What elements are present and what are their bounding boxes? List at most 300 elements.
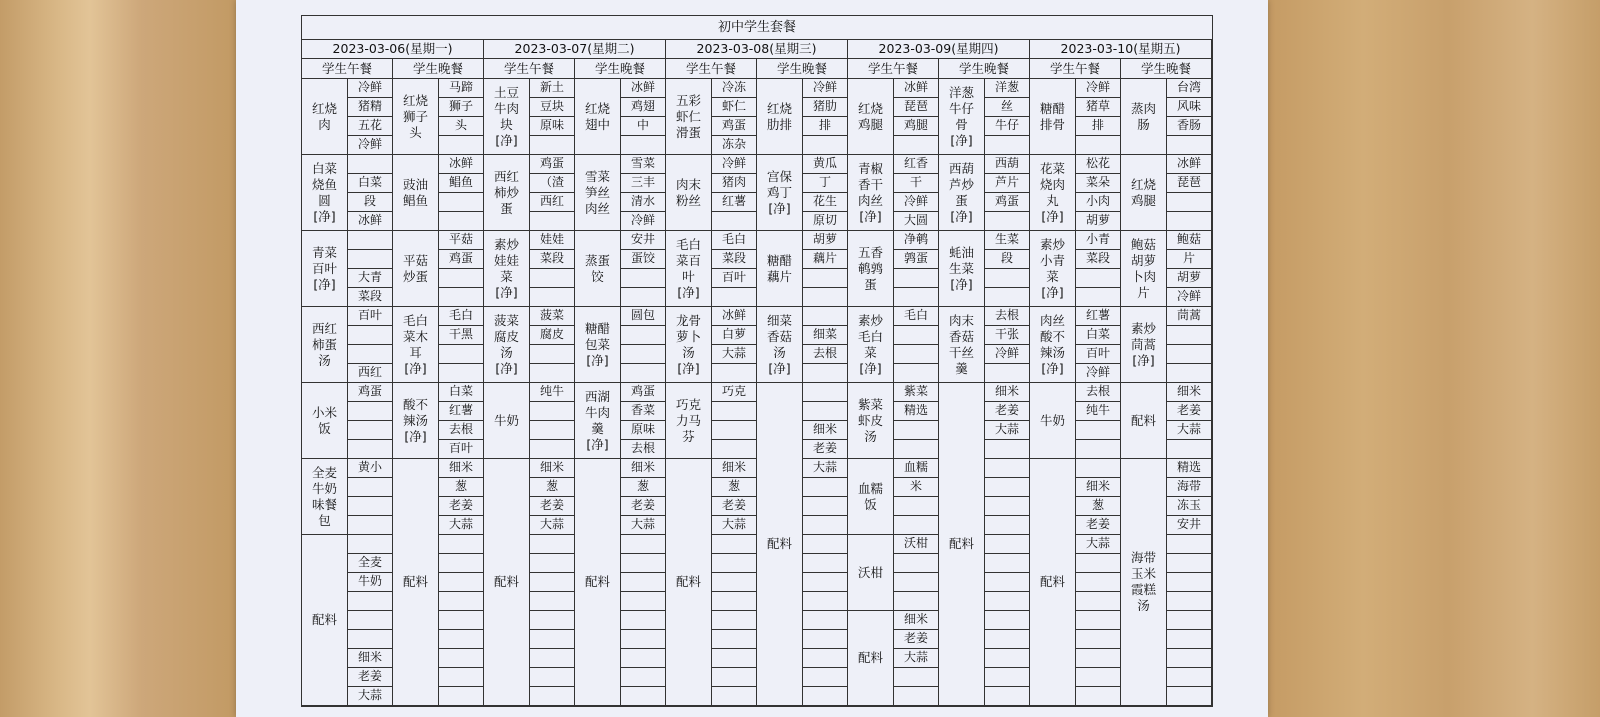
ingredient-cell [621,288,666,307]
ingredient-cell: 细米 [1167,383,1212,402]
ingredient-cell [985,516,1030,535]
dish-name: 青椒香干肉丝[净] [848,155,894,231]
dish-name: 配料 [666,459,712,706]
dish-name: 西湖牛肉羹[净] [575,383,621,459]
ingredient-cell: 大蒜 [348,687,393,706]
ingredient-cell [1076,554,1121,573]
dinner-header: 学生晚餐 [1121,59,1212,79]
ingredient-cell: 马蹄 [439,79,484,98]
ingredient-cell: 白菜 [1076,326,1121,345]
ingredient-cell: 冰鲜 [439,155,484,174]
ingredient-cell [1076,573,1121,592]
ingredient-cell [348,440,393,459]
ingredient-cell [1167,535,1212,554]
dish-name: 红烧肉 [302,79,348,155]
ingredient-cell: 大蒜 [894,649,939,668]
ingredient-cell: 蛋饺 [621,250,666,269]
ingredient-cell [621,136,666,155]
dinner-header: 学生晚餐 [939,59,1030,79]
ingredient-cell [894,516,939,535]
ingredient-cell [621,269,666,288]
ingredient-cell [439,554,484,573]
ingredient-cell [621,573,666,592]
dish-name: 糖醋藕片 [757,231,803,307]
ingredient-cell: 菠菜 [530,307,575,326]
ingredient-cell: 新土 [530,79,575,98]
ingredient-cell [1076,592,1121,611]
ingredient-cell [439,630,484,649]
dish-name: 配料 [393,459,439,706]
ingredient-cell [894,326,939,345]
ingredient-cell: 冷鲜 [348,136,393,155]
ingredient-cell: 细米 [439,459,484,478]
ingredient-cell [439,611,484,630]
ingredient-cell: 香肠 [1167,117,1212,136]
ingredient-cell: 菜段 [348,288,393,307]
ingredient-cell [712,630,757,649]
ingredient-cell: 细菜 [803,326,848,345]
ingredient-cell [803,668,848,687]
ingredient-cell: 茼蒿 [1167,307,1212,326]
dish-name: 配料 [484,459,530,706]
ingredient-cell [894,440,939,459]
ingredient-cell: 大蒜 [803,459,848,478]
ingredient-cell [1167,136,1212,155]
dish-name: 毛白菜木耳[净] [393,307,439,383]
ingredient-cell: 胡萝 [1167,269,1212,288]
dish-name: 配料 [575,459,621,706]
ingredient-cell: 净鹌 [894,231,939,250]
dish-name: 蒸肉肠 [1121,79,1167,155]
ingredient-cell: 葱 [439,478,484,497]
ingredient-cell [712,592,757,611]
ingredient-cell: 豆块 [530,98,575,117]
ingredient-cell: 安井 [1167,516,1212,535]
ingredient-cell [439,345,484,364]
ingredient-cell: 细米 [894,611,939,630]
ingredient-cell [985,649,1030,668]
dish-name: 蒸蛋饺 [575,231,621,307]
ingredient-cell: 胡萝 [1076,212,1121,231]
ingredient-cell [985,269,1030,288]
ingredient-cell [348,592,393,611]
ingredient-cell [621,345,666,364]
ingredient-cell [803,611,848,630]
ingredient-cell [621,687,666,706]
ingredient-cell: 鸡腿 [894,117,939,136]
ingredient-cell [439,592,484,611]
ingredient-cell [439,649,484,668]
dish-name: 五香鹌鹑蛋 [848,231,894,307]
ingredient-cell [439,687,484,706]
ingredient-cell [803,288,848,307]
dish-name: 蚝油生菜[净] [939,231,985,307]
ingredient-cell: 鸡蛋 [348,383,393,402]
dish-name: 土豆牛肉块[净] [484,79,530,155]
ingredient-cell [530,554,575,573]
ingredient-cell [1167,364,1212,383]
dish-name: 红烧肋排 [757,79,803,155]
ingredient-cell [348,478,393,497]
dish-name: 鲍菇胡萝卜肉片 [1121,231,1167,307]
dish-name: 血糯饭 [848,459,894,535]
ingredient-cell [712,687,757,706]
ingredient-cell [985,668,1030,687]
ingredient-cell [985,687,1030,706]
ingredient-cell: 葱 [712,478,757,497]
ingredient-cell [1167,440,1212,459]
ingredient-cell: 百叶 [1076,345,1121,364]
ingredient-cell: 大蒜 [439,516,484,535]
ingredient-cell [712,440,757,459]
ingredient-cell [348,611,393,630]
dish-name: 巧克力马芬 [666,383,712,459]
ingredient-cell [348,630,393,649]
ingredient-cell: 芦片 [985,174,1030,193]
ingredient-cell [712,288,757,307]
dish-name: 雪菜笋丝肉丝 [575,155,621,231]
day-header: 2023-03-06(星期一) [302,39,484,59]
dish-name: 素炒小青菜[净] [1030,231,1076,307]
ingredient-cell [1167,193,1212,212]
ingredient-cell: 片 [1167,250,1212,269]
ingredient-cell [439,535,484,554]
ingredient-cell [348,250,393,269]
ingredient-cell [530,364,575,383]
ingredient-cell: 风味 [1167,98,1212,117]
ingredient-cell: 细米 [985,383,1030,402]
ingredient-cell [621,326,666,345]
dish-name: 沃柑 [848,535,894,611]
ingredient-cell: 生菜 [985,231,1030,250]
ingredient-cell [894,364,939,383]
ingredient-cell: 中 [621,117,666,136]
ingredient-cell: 细米 [621,459,666,478]
ingredient-cell [348,516,393,535]
ingredient-cell [439,212,484,231]
ingredient-cell: 原味 [621,421,666,440]
ingredient-cell: 血糯 [894,459,939,478]
dish-name: 全麦牛奶味餐包 [302,459,348,535]
ingredient-cell [1167,592,1212,611]
lunch-header: 学生午餐 [666,59,757,79]
ingredient-cell: 去根 [803,345,848,364]
ingredient-cell: 冰鲜 [621,79,666,98]
ingredient-cell: 毛白 [894,307,939,326]
ingredient-cell: 虾仁 [712,98,757,117]
ingredient-cell: 红薯 [1076,307,1121,326]
ingredient-cell [1076,687,1121,706]
ingredient-cell [1076,269,1121,288]
ingredient-cell [985,478,1030,497]
ingredient-cell: 原切 [803,212,848,231]
ingredient-cell [1076,421,1121,440]
ingredient-cell: 大蒜 [712,516,757,535]
ingredient-cell: 丝 [985,98,1030,117]
ingredient-cell: 大蒜 [530,516,575,535]
dish-name: 红烧鸡腿 [848,79,894,155]
ingredient-cell: 清水 [621,193,666,212]
ingredient-cell: 全麦 [348,554,393,573]
ingredient-cell [621,364,666,383]
ingredient-cell: 香菜 [621,402,666,421]
ingredient-cell: 台湾 [1167,79,1212,98]
day-header: 2023-03-08(星期三) [666,39,848,59]
ingredient-cell [1167,212,1212,231]
dish-name: 平菇炒蛋 [393,231,439,307]
ingredient-cell [621,649,666,668]
dish-name: 洋葱牛仔骨[净] [939,79,985,155]
ingredient-cell [803,592,848,611]
ingredient-cell [712,573,757,592]
ingredient-cell: 大蒜 [985,421,1030,440]
dish-name: 牛奶 [1030,383,1076,459]
ingredient-cell: 猪肋 [803,98,848,117]
ingredient-cell: 去根 [1076,383,1121,402]
ingredient-cell: 老姜 [621,497,666,516]
ingredient-cell: 西葫 [985,155,1030,174]
ingredient-cell: （渣 [530,174,575,193]
ingredient-cell [621,592,666,611]
ingredient-cell [621,630,666,649]
ingredient-cell [1167,630,1212,649]
ingredient-cell [803,687,848,706]
ingredient-cell: 五花 [348,117,393,136]
ingredient-cell: 琵琶 [1167,174,1212,193]
ingredient-cell [1076,440,1121,459]
ingredient-cell [894,269,939,288]
ingredient-cell: 段 [985,250,1030,269]
ingredient-cell: 大青 [348,269,393,288]
ingredient-cell [894,573,939,592]
ingredient-cell [530,288,575,307]
dish-name: 素炒茼蒿[净] [1121,307,1167,383]
ingredient-cell: 平菇 [439,231,484,250]
ingredient-cell: 西红 [530,193,575,212]
ingredient-cell [439,136,484,155]
ingredient-cell: 细米 [712,459,757,478]
ingredient-cell: 百叶 [712,269,757,288]
ingredient-cell [803,573,848,592]
ingredient-cell [803,364,848,383]
dish-name: 素炒毛白菜[净] [848,307,894,383]
wood-background-right [1262,0,1600,717]
dish-name: 花菜烧肉丸[净] [1030,155,1076,231]
ingredient-cell [712,364,757,383]
ingredient-cell: 冰鲜 [348,212,393,231]
dish-name: 酸不辣汤[净] [393,383,439,459]
ingredient-cell: 冰鲜 [712,307,757,326]
ingredient-cell [985,288,1030,307]
ingredient-cell [439,668,484,687]
dish-name: 牛奶 [484,383,530,459]
ingredient-cell: 冷鲜 [348,79,393,98]
dish-name: 配料 [302,535,348,706]
ingredient-cell: 胡萝 [803,231,848,250]
ingredient-cell: 老姜 [985,402,1030,421]
ingredient-cell: 菜朵 [1076,174,1121,193]
ingredient-cell: 干 [894,174,939,193]
ingredient-cell [1076,288,1121,307]
ingredient-cell [530,421,575,440]
ingredient-cell: 大蒜 [621,516,666,535]
ingredient-cell [985,535,1030,554]
ingredient-cell: 百叶 [348,307,393,326]
ingredient-cell: 冰鲜 [1167,155,1212,174]
ingredient-cell [894,421,939,440]
ingredient-cell [530,535,575,554]
ingredient-cell [530,440,575,459]
ingredient-cell: 老姜 [439,497,484,516]
ingredient-cell: 巧克 [712,383,757,402]
dish-name: 糖醋排骨 [1030,79,1076,155]
ingredient-cell: 冷鲜 [894,193,939,212]
ingredient-cell: 冷鲜 [712,155,757,174]
ingredient-cell: 红香 [894,155,939,174]
ingredient-cell: 大蒜 [1076,535,1121,554]
ingredient-cell: 纯牛 [530,383,575,402]
wood-background-left [0,0,236,717]
ingredient-cell: 小肉 [1076,193,1121,212]
ingredient-cell [530,687,575,706]
ingredient-cell: 琵琶 [894,98,939,117]
dish-name: 肉末粉丝 [666,155,712,231]
ingredient-cell [621,668,666,687]
ingredient-cell: 丁 [803,174,848,193]
dish-name: 青菜百叶[净] [302,231,348,307]
ingredient-cell: 雪菜 [621,155,666,174]
dish-name: 配料 [939,383,985,706]
ingredient-cell: 细米 [803,421,848,440]
ingredient-cell: 白萝 [712,326,757,345]
ingredient-cell [803,402,848,421]
ingredient-cell [439,364,484,383]
ingredient-cell [530,649,575,668]
ingredient-cell: 老姜 [348,668,393,687]
ingredient-cell [1167,649,1212,668]
ingredient-cell [985,554,1030,573]
dish-name: 宫保鸡丁[净] [757,155,803,231]
ingredient-cell [1167,573,1212,592]
ingredient-cell [712,554,757,573]
ingredient-cell: 藕片 [803,250,848,269]
ingredient-cell: 冷冻 [712,79,757,98]
ingredient-cell [1167,345,1212,364]
ingredient-cell [894,136,939,155]
ingredient-cell [530,573,575,592]
ingredient-cell: 老姜 [894,630,939,649]
dish-name: 五彩虾仁滑蛋 [666,79,712,155]
ingredient-cell [803,497,848,516]
ingredient-cell: 娃娃 [530,231,575,250]
ingredient-cell [1076,630,1121,649]
ingredient-cell [621,611,666,630]
ingredient-cell: 海带 [1167,478,1212,497]
ingredient-cell [985,212,1030,231]
ingredient-cell [348,231,393,250]
ingredient-cell: 腐皮 [530,326,575,345]
ingredient-cell [530,212,575,231]
ingredient-cell [712,668,757,687]
ingredient-cell: 去根 [439,421,484,440]
ingredient-cell: 松花 [1076,155,1121,174]
ingredient-cell: 鸡蛋 [985,193,1030,212]
dinner-header: 学生晚餐 [393,59,484,79]
ingredient-cell [985,136,1030,155]
dish-name: 素炒娃娃菜[净] [484,231,530,307]
dish-name: 小米饭 [302,383,348,459]
ingredient-cell [1076,459,1121,478]
day-header: 2023-03-10(星期五) [1030,39,1212,59]
ingredient-cell [803,478,848,497]
ingredient-cell: 冷鲜 [1076,79,1121,98]
dish-name: 红烧鸡腿 [1121,155,1167,231]
ingredient-cell: 沃柑 [894,535,939,554]
dish-name: 红烧狮子头 [393,79,439,155]
ingredient-cell: 老姜 [712,497,757,516]
menu-title: 初中学生套餐 [302,16,1212,40]
ingredient-cell [530,630,575,649]
dish-name: 糖醋包菜[净] [575,307,621,383]
ingredient-cell [894,687,939,706]
ingredient-cell: 毛白 [439,307,484,326]
ingredient-cell: 鲍菇 [1167,231,1212,250]
ingredient-cell [985,630,1030,649]
ingredient-cell: 冷鲜 [1076,364,1121,383]
dinner-header: 学生晚餐 [757,59,848,79]
ingredient-cell: 牛仔 [985,117,1030,136]
ingredient-cell [1076,136,1121,155]
ingredient-cell [530,668,575,687]
ingredient-cell [803,307,848,326]
ingredient-cell [985,459,1030,478]
ingredient-cell [530,269,575,288]
dish-name: 紫菜虾皮汤 [848,383,894,459]
ingredient-cell [985,592,1030,611]
dish-name: 豉油鲳鱼 [393,155,439,231]
dinner-header: 学生晚餐 [575,59,666,79]
ingredient-cell: 鸡翅 [621,98,666,117]
ingredient-cell: 冷鲜 [621,212,666,231]
lunch-header: 学生午餐 [302,59,393,79]
ingredient-cell: 狮子 [439,98,484,117]
ingredient-cell: 葱 [1076,497,1121,516]
day-header: 2023-03-07(星期二) [484,39,666,59]
dish-name: 配料 [757,383,803,706]
ingredient-cell [439,269,484,288]
dish-name: 西葫芦炒蛋[净] [939,155,985,231]
ingredient-cell: 毛白 [712,231,757,250]
ingredient-cell: 冷鲜 [803,79,848,98]
ingredient-cell: 细米 [530,459,575,478]
ingredient-cell [348,497,393,516]
ingredient-cell: 安井 [621,231,666,250]
ingredient-cell [348,326,393,345]
ingredient-cell: 冷鲜 [1167,288,1212,307]
ingredient-cell: 黄瓜 [803,155,848,174]
ingredient-cell [439,288,484,307]
ingredient-cell [348,155,393,174]
dish-name: 配料 [848,611,894,706]
ingredient-cell [348,535,393,554]
ingredient-cell: 老姜 [530,497,575,516]
ingredient-cell: 白菜 [348,174,393,193]
ingredient-cell [621,554,666,573]
ingredient-cell [803,136,848,155]
ingredient-cell: 洋葱 [985,79,1030,98]
ingredient-cell: 菜段 [712,250,757,269]
ingredient-cell: 猪草 [1076,98,1121,117]
